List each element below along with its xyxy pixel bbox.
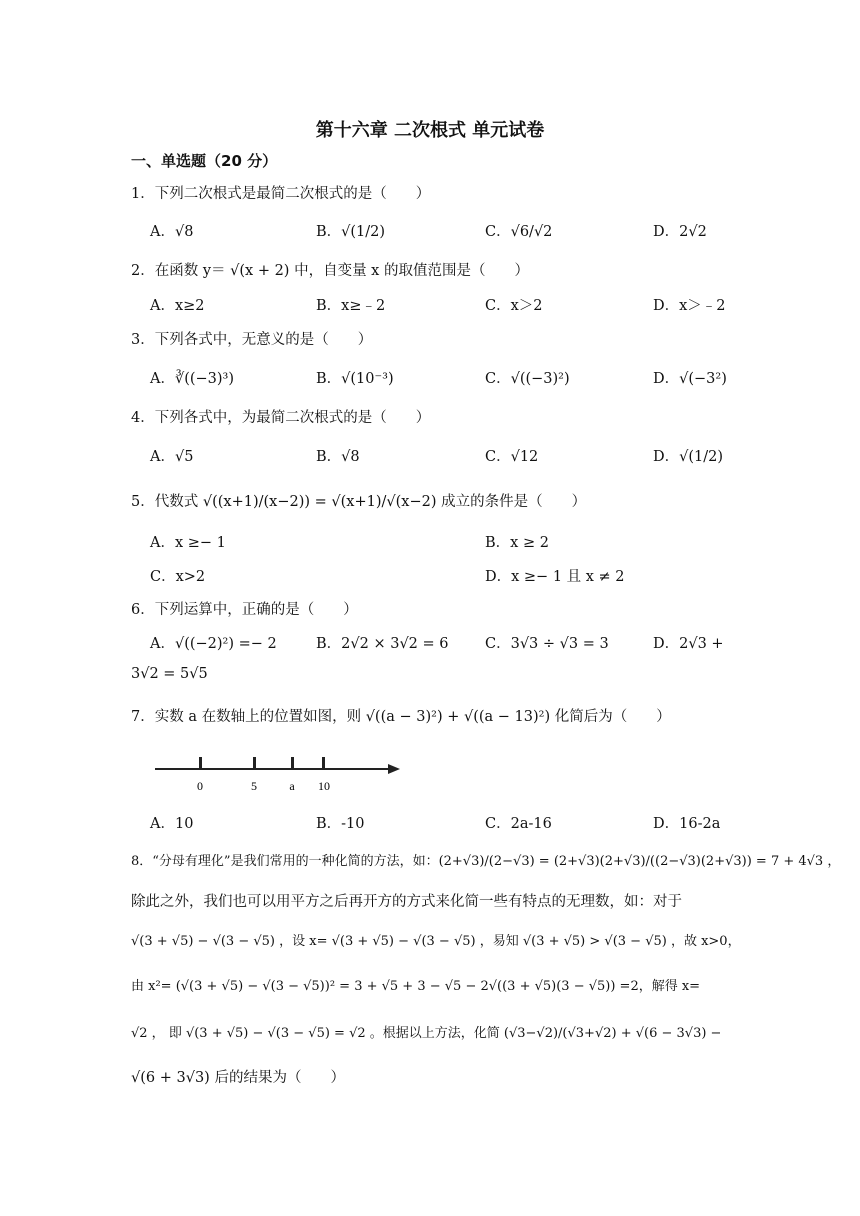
question-2-option-c: C．x＞2	[485, 298, 543, 314]
question-4-option-d: D．√(1/2)	[653, 449, 724, 465]
question-5-option-c: C．x>2	[150, 569, 206, 585]
question-2-option-a: A．x≥2	[150, 298, 205, 314]
question-8-line-2: 除此之外，我们也可以用平方之后再开方的方式来化简一些有特点的无理数，如：对于	[131, 894, 682, 910]
tick-10	[322, 757, 325, 769]
tick-label-5: 5	[251, 779, 257, 793]
question-4-option-a: A．√5	[150, 449, 194, 465]
tick-0	[199, 757, 202, 769]
question-4-option-c: C．√12	[485, 449, 539, 465]
question-4-stem: 4．下列各式中，为最简二次根式的是（ ）	[131, 410, 431, 426]
tick-label-a: a	[289, 779, 295, 793]
question-6-stem: 6．下列运算中，正确的是（ ）	[131, 602, 358, 618]
question-7-option-d: D．16-2a	[653, 816, 721, 832]
question-3-option-d: D．√(−3²)	[653, 371, 727, 387]
section-heading: 一、单选题（20 分）	[131, 152, 278, 170]
question-8-line-6: √(6 + 3√3) 后的结果为（ ）	[131, 1070, 345, 1086]
tick-5	[253, 757, 256, 769]
question-6-option-c: C．3√3 ÷ √3 = 3	[485, 636, 609, 652]
question-1-option-b: B．√(1/2)	[316, 224, 386, 240]
tick-a	[291, 757, 294, 769]
question-8-line-1: 8．“分母有理化”是我们常用的一种化简的方法，如：(2+√3)/(2−√3) = (2+√3)(2+√3)/((2−√3)(2+√3)) = 7 + 4√3 ，	[131, 854, 841, 869]
number-line-figure	[150, 750, 410, 800]
question-1-option-a: A．√8	[150, 224, 194, 240]
tick-label-10: 10	[318, 779, 330, 793]
question-1-option-d: D．2√2	[653, 224, 707, 240]
question-6-option-b: B．2√2 × 3√2 = 6	[316, 636, 449, 652]
question-8-line-5: √2 ， 即 √(3 + √5) − √(3 − √5) = √2 。根据以上方法，化简 (√3−√2)/(√3+√2) + √(6 − 3√3) −	[131, 1026, 722, 1041]
question-7-option-c: C．2a-16	[485, 816, 552, 832]
question-6-option-d-continued: 3√2 = 5√5	[131, 666, 208, 682]
question-2-option-b: B．x≥﹣2	[316, 298, 386, 314]
question-3-stem: 3．下列各式中，无意义的是（ ）	[131, 332, 373, 348]
question-3-option-c: C．√((−3)²)	[485, 371, 570, 387]
question-4-option-b: B．√8	[316, 449, 360, 465]
question-6-option-d: D．2√3 +	[653, 636, 724, 652]
question-3-option-a: A．∛((−3)³)	[150, 371, 235, 387]
question-7-stem: 7．实数 a 在数轴上的位置如图，则 √((a − 3)²) + √((a − 13)²) 化简后为（ ）	[131, 709, 671, 725]
question-5-stem: 5．代数式 √((x+1)/(x−2)) = √(x+1)/√(x−2) 成立的条件是（ ）	[131, 494, 587, 510]
question-1-stem: 1．下列二次根式是最简二次根式的是（ ）	[131, 186, 431, 202]
question-5-option-d: D．x ≥− 1 且 x ≠ 2	[485, 569, 625, 585]
question-5-option-b: B．x ≥ 2	[485, 535, 549, 551]
question-7-option-b: B．-10	[316, 816, 365, 832]
question-7-option-a: A．10	[150, 816, 194, 832]
question-6-option-a: A．√((−2)²) =− 2	[150, 636, 277, 652]
question-3-option-b: B．√(10⁻³)	[316, 371, 394, 387]
question-2-stem: 2．在函数 y＝ √(x + 2) 中，自变量 x 的取值范围是（ ）	[131, 263, 529, 279]
question-1-option-c: C．√6/√2	[485, 224, 553, 240]
page-title: 第十六章 二次根式 单元试卷	[315, 120, 545, 141]
question-5-option-a: A．x ≥− 1	[150, 535, 226, 551]
question-8-line-3: √(3 + √5) − √(3 − √5) ，设 x= √(3 + √5) − √(3 − √5) ，易知 √(3 + √5) > √(3 − √5) ，故 x>0，	[131, 934, 741, 949]
number-line-arrow	[388, 764, 400, 774]
question-2-option-d: D．x＞﹣2	[653, 298, 726, 314]
tick-label-0: 0	[197, 779, 203, 793]
question-8-line-4: 由 x²= (√(3 + √5) − √(3 − √5))² = 3 + √5 + 3 − √5 − 2√((3 + √5)(3 − √5)) =2，解得 x=	[131, 979, 701, 994]
